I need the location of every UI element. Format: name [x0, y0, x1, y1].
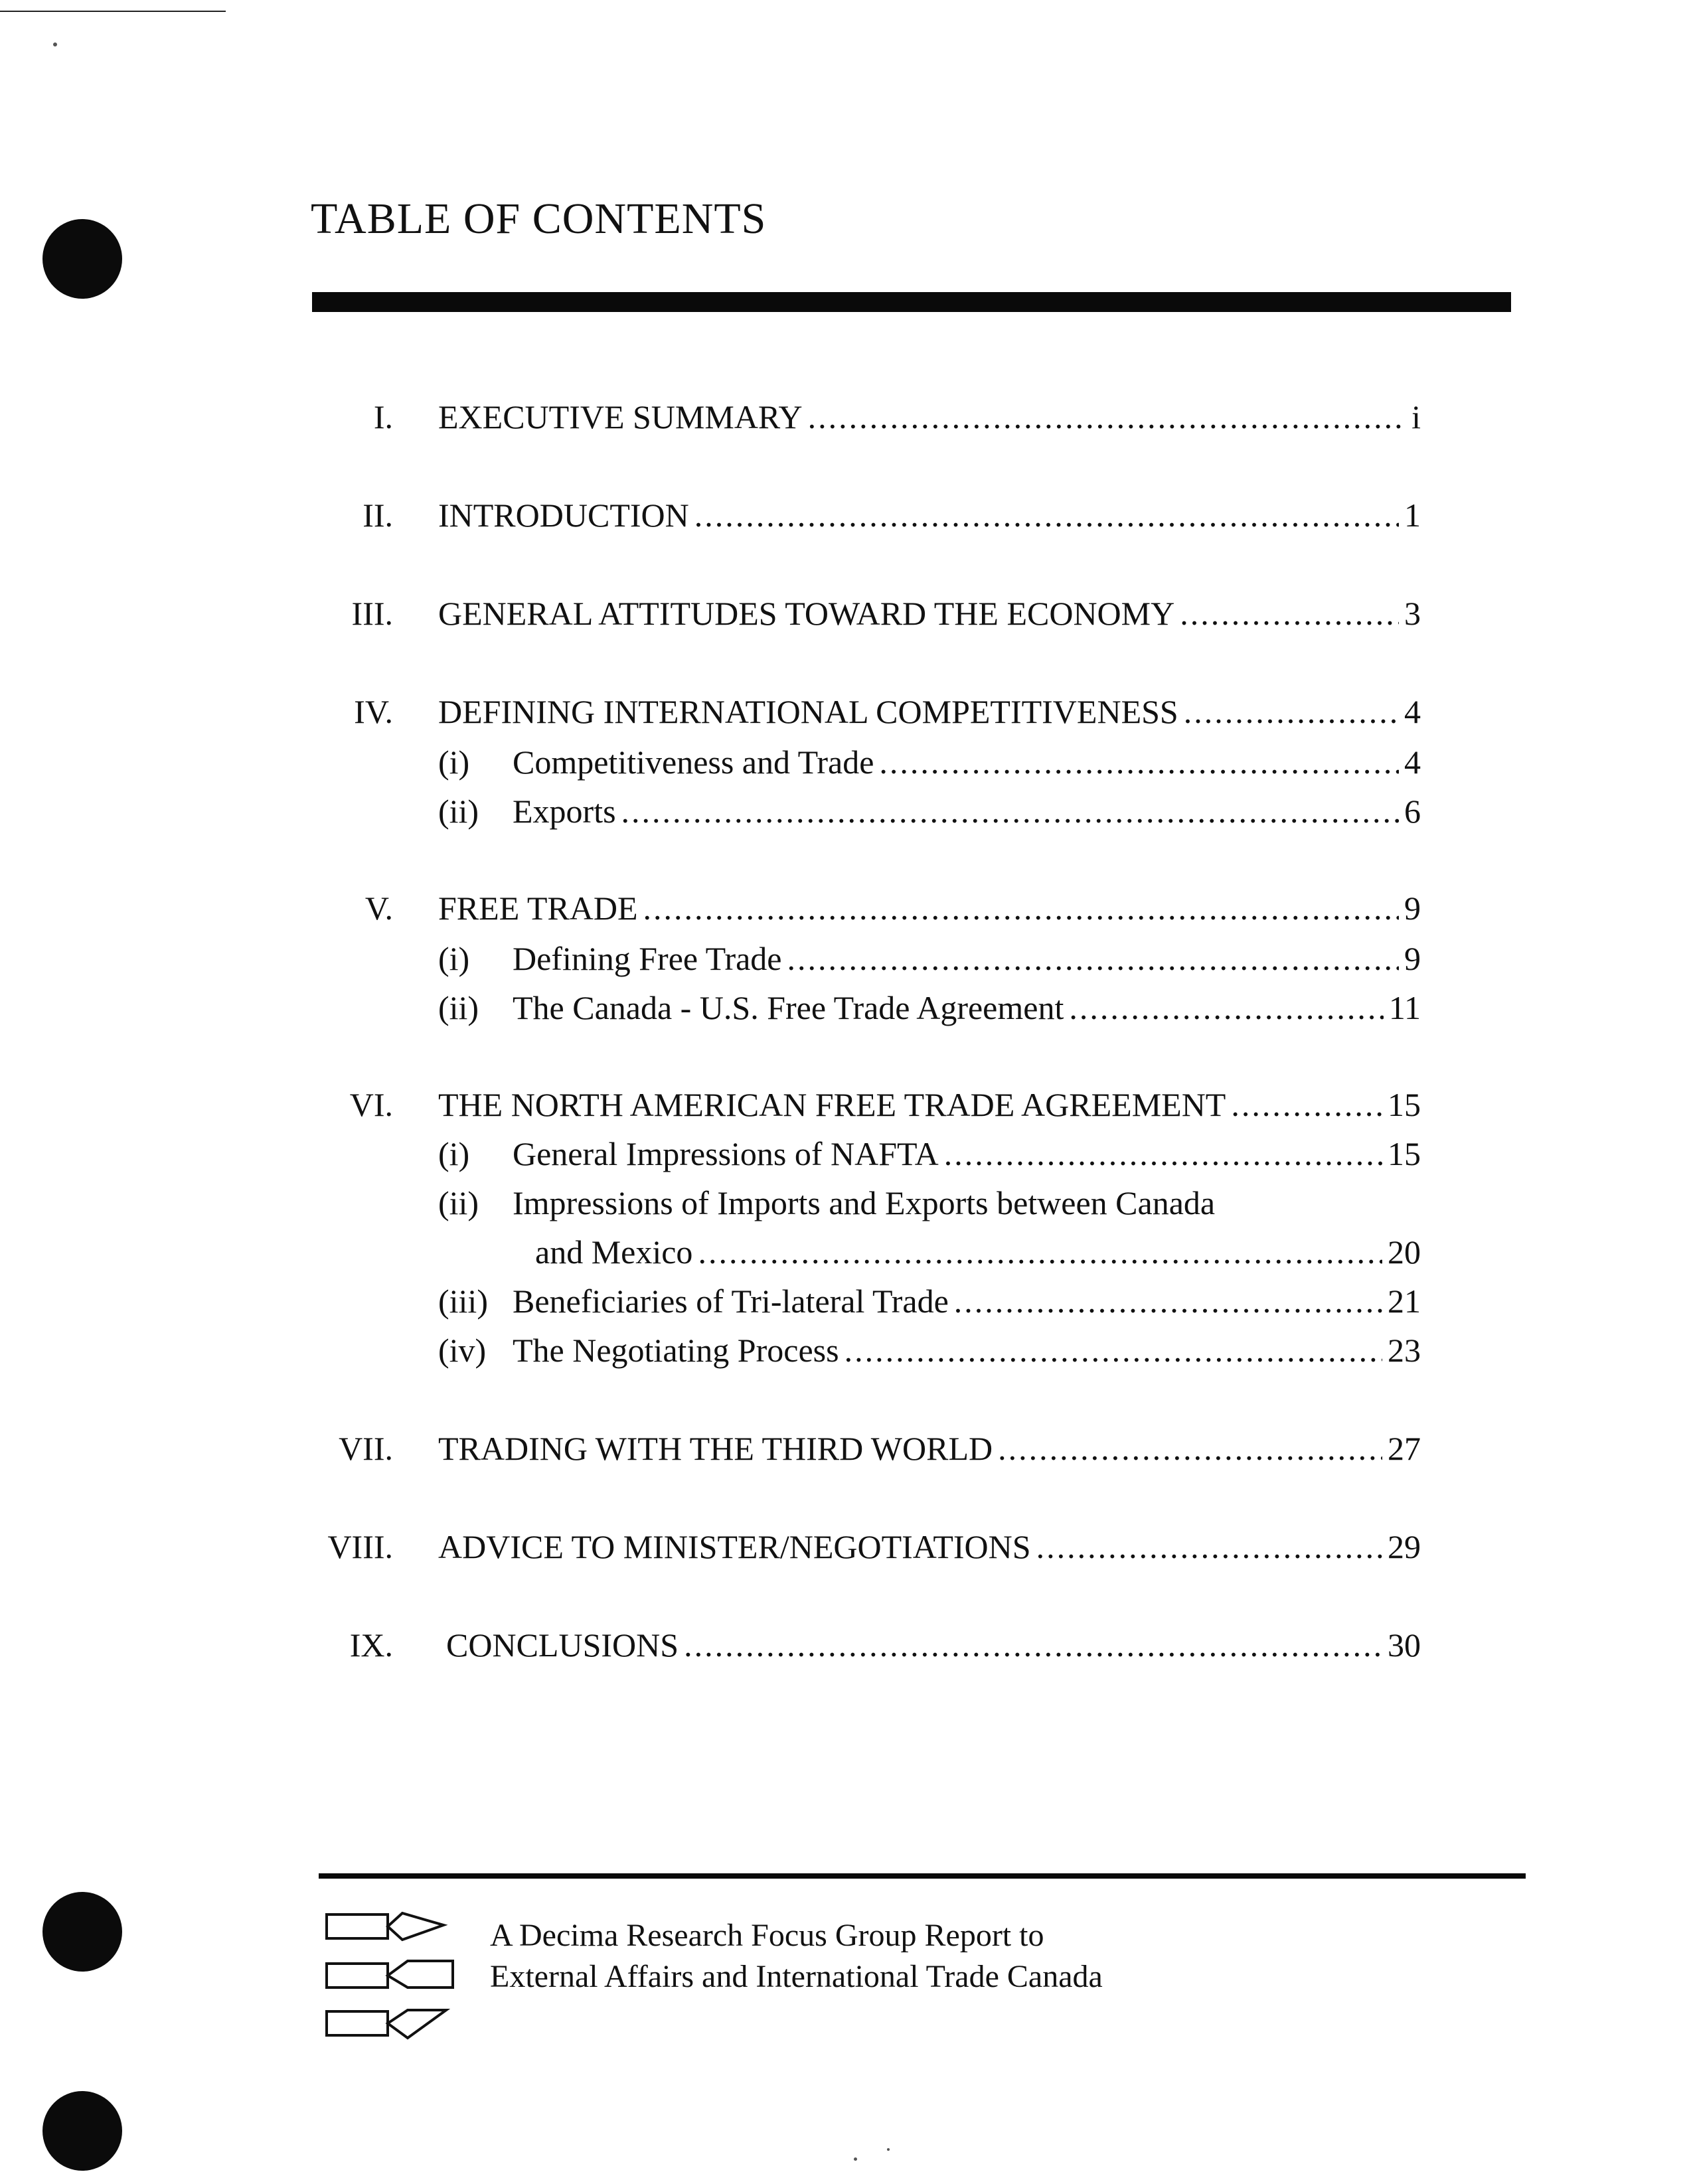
toc-leader [844, 1330, 1382, 1370]
toc-subtitle: Beneficiaries of Tri-lateral Trade [513, 1283, 949, 1320]
toc-leader [787, 939, 1400, 978]
toc-number: IV. [354, 693, 393, 730]
scan-speck [854, 2157, 857, 2161]
toc-page: 4 [1404, 743, 1421, 781]
toc-subnumber: (iv) [438, 1332, 487, 1369]
toc-number: I. [373, 398, 393, 435]
toc-leader [944, 1134, 1382, 1174]
toc-number: II. [362, 497, 393, 534]
toc-page: 9 [1404, 940, 1421, 977]
toc-entry-defining-competitiveness[interactable] [312, 692, 1421, 732]
toc-entry-free-trade[interactable] [312, 888, 1421, 928]
toc-page: 6 [1404, 793, 1421, 830]
toc-subnumber: (i) [438, 940, 470, 977]
toc-page: 27 [1388, 1430, 1421, 1467]
toc-page: 15 [1388, 1086, 1421, 1123]
toc-leader [684, 1625, 1382, 1665]
toc-leader [1184, 692, 1399, 732]
toc-subtitle: Exports [513, 793, 616, 830]
decima-arrows-logo-icon [324, 1905, 457, 2045]
toc-number: V. [364, 890, 393, 927]
toc-title: TRADING WITH THE THIRD WORLD [438, 1430, 993, 1467]
toc-page: 20 [1388, 1233, 1421, 1271]
punch-hole-icon [42, 2091, 122, 2171]
toc-title: CONCLUSIONS [446, 1626, 679, 1664]
toc-leader [1231, 1085, 1382, 1125]
toc-subnumber: (i) [438, 1135, 470, 1172]
toc-page: 1 [1404, 497, 1421, 534]
footer-line-2: External Affairs and International Trade Canada [490, 1959, 1103, 1994]
toc-title: ADVICE TO MINISTER/NEGOTIATIONS [438, 1528, 1031, 1565]
toc-leader [698, 1232, 1382, 1272]
toc-subentry-competitiveness-trade[interactable] [438, 742, 1421, 782]
toc-subentry-beneficiaries[interactable] [438, 1281, 1421, 1321]
toc-subtitle: The Negotiating Process [513, 1332, 839, 1369]
page-title: TABLE OF CONTENTS [311, 195, 767, 243]
toc-subentry-negotiating-process[interactable] [438, 1330, 1421, 1370]
toc-leader [694, 495, 1399, 535]
toc-page: 11 [1388, 989, 1421, 1026]
toc-subnumber: (ii) [438, 793, 479, 830]
toc-leader [1036, 1527, 1382, 1567]
toc-number: IX. [349, 1626, 393, 1664]
toc-entry-executive-summary[interactable] [312, 397, 1421, 437]
toc-subtitle: Impressions of Imports and Exports between Canada [513, 1184, 1216, 1221]
toc-subentry-imports-exports-line1[interactable] [438, 1183, 1215, 1223]
toc-title: THE NORTH AMERICAN FREE TRADE AGREEMENT [438, 1086, 1226, 1123]
toc-subtitle: Competitiveness and Trade [513, 743, 874, 781]
toc-entry-third-world[interactable] [312, 1429, 1421, 1468]
toc-subentry-imports-exports-line2[interactable] [535, 1232, 1421, 1272]
toc-subnumber: (ii) [438, 989, 479, 1026]
toc-page: 30 [1388, 1626, 1421, 1664]
toc-entry-nafta[interactable] [312, 1085, 1421, 1125]
toc-entry-general-attitudes[interactable] [312, 593, 1421, 633]
scan-speck [887, 2148, 890, 2151]
punch-hole-icon [42, 219, 122, 299]
toc-title: FREE TRADE [438, 890, 638, 927]
footer-line-1: A Decima Research Focus Group Report to [490, 1918, 1044, 1953]
toc-entry-advice[interactable] [312, 1527, 1421, 1567]
toc-subentry-canada-us-fta[interactable] [438, 988, 1421, 1028]
toc-leader [954, 1281, 1382, 1321]
toc-leader [808, 397, 1406, 437]
toc-leader [1180, 593, 1399, 633]
toc-subentry-defining-free-trade[interactable] [438, 939, 1421, 978]
title-rule [312, 292, 1511, 312]
toc-subentry-exports[interactable] [438, 791, 1421, 831]
toc-subtitle: General Impressions of NAFTA [513, 1135, 939, 1172]
scan-edge-line [0, 11, 226, 12]
toc-leader [1069, 988, 1383, 1028]
toc-leader [621, 791, 1399, 831]
toc-entry-introduction[interactable] [312, 495, 1421, 535]
toc-page: 15 [1388, 1135, 1421, 1172]
toc-number: VI. [349, 1086, 393, 1123]
toc-subnumber: (iii) [438, 1283, 488, 1320]
toc-title: DEFINING INTERNATIONAL COMPETITIVENESS [438, 693, 1178, 730]
toc-subtitle: Defining Free Trade [513, 940, 782, 977]
toc-subnumber: (i) [438, 743, 470, 781]
toc-page: 29 [1388, 1528, 1421, 1565]
toc-page: i [1411, 398, 1421, 435]
scan-speck [53, 42, 57, 46]
toc-page: 3 [1404, 595, 1421, 632]
toc-subtitle-continued: and Mexico [535, 1233, 693, 1271]
toc-page: 9 [1404, 890, 1421, 927]
toc-entry-conclusions[interactable] [312, 1625, 1421, 1665]
toc-page: 4 [1404, 693, 1421, 730]
footer-rule [319, 1873, 1526, 1879]
toc-title: INTRODUCTION [438, 497, 689, 534]
toc-subentry-general-impressions[interactable] [438, 1134, 1421, 1174]
toc-subtitle: The Canada - U.S. Free Trade Agreement [513, 989, 1064, 1026]
toc-page: 23 [1388, 1332, 1421, 1369]
toc-leader [998, 1429, 1382, 1468]
toc-leader [879, 742, 1399, 782]
toc-page: 21 [1388, 1283, 1421, 1320]
toc-number: VIII. [327, 1528, 393, 1565]
toc-number: VII. [339, 1430, 393, 1467]
toc-leader [643, 888, 1400, 928]
toc-title: GENERAL ATTITUDES TOWARD THE ECONOMY [438, 595, 1175, 632]
toc-number: III. [351, 595, 393, 632]
toc-subnumber: (ii) [438, 1184, 479, 1221]
toc-title: EXECUTIVE SUMMARY [438, 398, 803, 435]
punch-hole-icon [42, 1892, 122, 1972]
